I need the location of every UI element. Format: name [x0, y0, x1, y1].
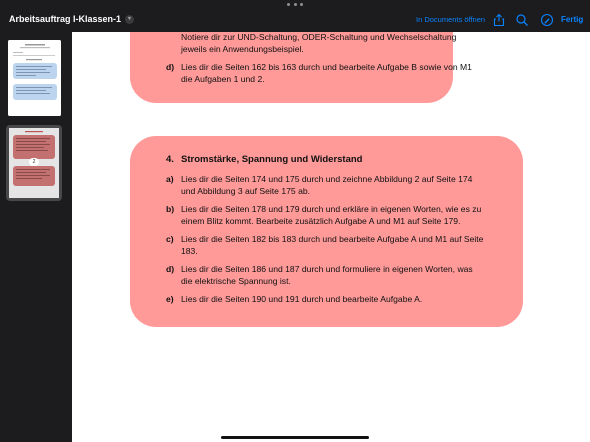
multitasking-dots-icon[interactable] — [287, 3, 303, 7]
task-4d-letter: d) — [166, 264, 175, 274]
done-button[interactable]: Fertig — [561, 15, 584, 24]
task-4c-letter: c) — [166, 234, 174, 244]
search-icon[interactable] — [515, 13, 529, 27]
task-4d-line1: Lies dir die Seiten 186 und 187 durch und formuliere in eigenen Worten, was — [181, 264, 473, 274]
document-title-menu[interactable] — [9, 14, 134, 24]
task-3c-line2: jeweils ein Anwendungsbeispiel. — [181, 44, 304, 54]
task-4b-line1: Lies dir die Seiten 178 und 179 durch und erkläre in eigenen Worten, wie es zu — [181, 204, 482, 214]
task-4e-letter: e) — [166, 294, 174, 304]
task-4c-line2: 183. — [181, 246, 198, 256]
task-4-heading: Stromstärke, Spannung und Widerstand — [181, 154, 363, 165]
chevron-down-icon: ▾ — [125, 15, 134, 24]
page-thumbnail-1[interactable] — [8, 40, 61, 116]
task-4c-line1: Lies dir die Seiten 182 bis 183 durch und bearbeite Aufgabe A und M1 auf Seite — [181, 234, 484, 244]
open-in-documents-link[interactable]: In Documents öffnen — [416, 15, 486, 24]
home-indicator[interactable] — [221, 436, 369, 439]
task-4e-line1: Lies dir die Seiten 190 und 191 durch und bearbeite Aufgabe A. — [181, 294, 423, 304]
task-3d-line1: Lies dir die Seiten 162 bis 163 durch und bearbeite Aufgabe B sowie von M1 — [181, 62, 472, 72]
top-toolbar — [0, 0, 590, 32]
task-4a-letter: a) — [166, 174, 174, 184]
markup-icon[interactable] — [540, 13, 554, 27]
document-title: Arbeitsauftrag I-Klassen-1 — [9, 14, 122, 24]
task-4a-line2: und Abbildung 3 auf Seite 175 ab. — [181, 186, 311, 196]
task-4b-letter: b) — [166, 204, 175, 214]
task-4d-line2: die elektrische Spannung ist. — [181, 276, 291, 286]
current-page-badge: 2 — [29, 158, 39, 166]
task-3c-line1: Notiere dir zur UND-Schaltung, ODER-Schaltung und Wechselschaltung — [181, 32, 457, 42]
task-3d-line2: die Aufgaben 1 und 2. — [181, 74, 265, 84]
share-icon[interactable] — [492, 13, 506, 27]
task-4a-line1: Lies dir die Seiten 174 und 175 durch und zeichne Abbildung 2 auf Seite 174 — [181, 174, 473, 184]
task-4b-line2: einem Blitz kommt. Bearbeite zusätzlich Aufgabe A und M1 auf Seite 179. — [181, 216, 461, 226]
task-4-number: 4. — [166, 154, 174, 165]
document-page[interactable] — [72, 32, 590, 442]
task-3d-letter: d) — [166, 62, 175, 72]
page-thumbnail-2-selected[interactable] — [6, 125, 62, 201]
